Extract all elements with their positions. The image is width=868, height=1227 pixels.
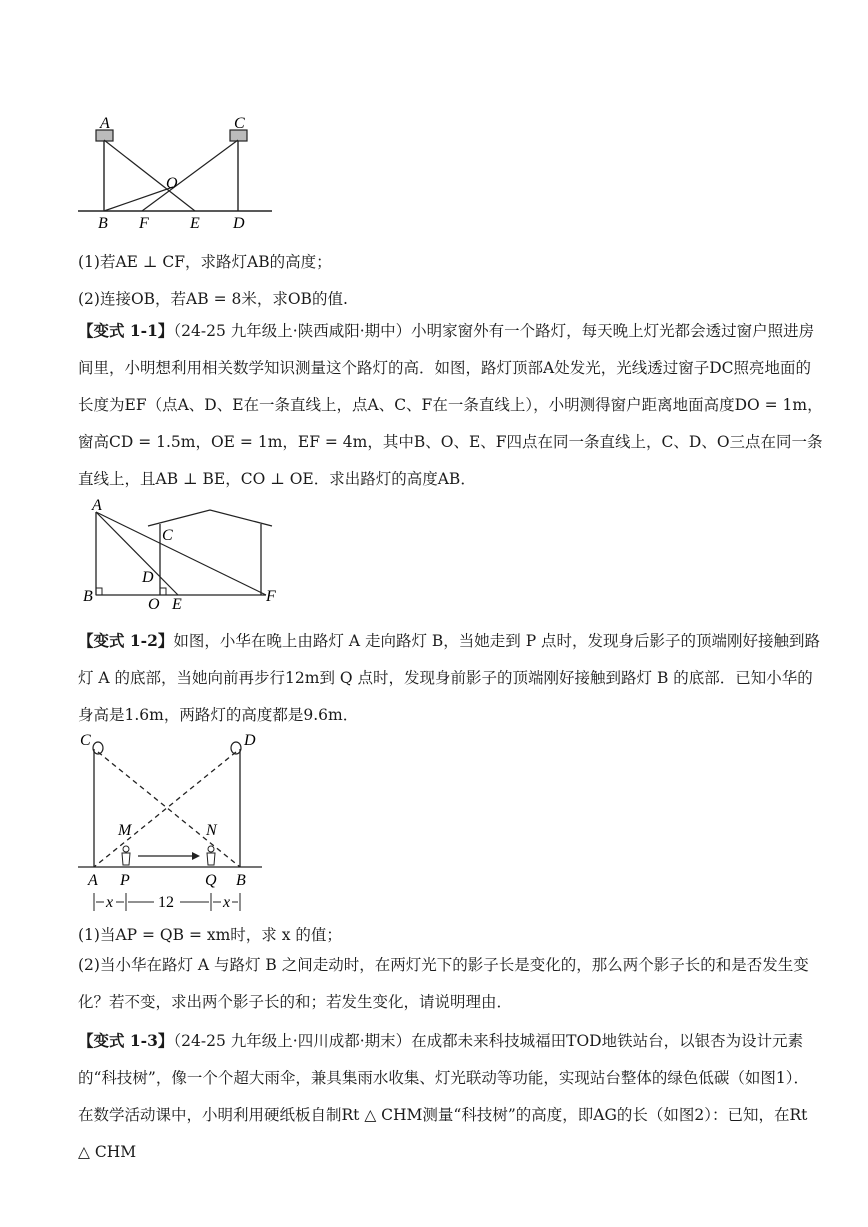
figure-lamp-window xyxy=(80,498,290,613)
label-B: B xyxy=(236,872,246,889)
variant-1-1 xyxy=(78,312,823,498)
label-D: D xyxy=(233,215,245,232)
label-P: P xyxy=(120,872,130,889)
label-F: F xyxy=(139,215,149,232)
label-Q: Q xyxy=(205,872,217,889)
label-A: A xyxy=(88,872,98,889)
question-3-part-1: (1)当AP = QB = xm时，求 x 的值； xyxy=(78,926,342,944)
variant-text: 小明家窗外有一个路灯，每天晚上灯光都会透过窗户照进房间里，小明想利用相关数学知识测量这个路灯的高．如图，路灯顶部A处发光，光线透过窗子DC照亮地面的长度为EF（点A、D、E在一条直线上，点A、C、F在一条直线上），小明测得窗户距离地面高度DO = 1m，窗高CD = 1.5m，OE = 1m，EF = 4m，其中B、O、E、F四点在同一条直线上，C、D、O三点在同一条直线上，且AB ⊥ BE，CO ⊥ OE．求出路灯的高度AB． xyxy=(78,322,823,488)
variant-1-3 xyxy=(78,1022,823,1171)
label-F: F xyxy=(266,588,276,605)
question-3-part-2: (2)当小华在路灯 A 与路灯 B 之间走动时，在两灯光下的影子长是变化的，那么两个影子长的和是否发生变化？若不变，求出两个影子长的和；若发生变化，请说明理由． xyxy=(78,956,809,1011)
variant-1-2 xyxy=(78,622,823,734)
label-E: E xyxy=(172,596,182,613)
label-A: A xyxy=(100,115,110,132)
label-C: C xyxy=(162,527,173,544)
variant-tag: 【变式 1-1】 xyxy=(78,321,174,340)
label-O: O xyxy=(166,175,178,192)
label-D: D xyxy=(244,732,256,749)
figure-two-lamps-person xyxy=(72,725,272,920)
variant-source: （24-25 九年级上·陕西咸阳·期中） xyxy=(173,322,412,340)
question-part-1: (1)若AE ⊥ CF，求路灯AB的高度； xyxy=(78,253,332,271)
label-B: B xyxy=(83,588,93,605)
label-B: B xyxy=(98,215,108,232)
label-E: E xyxy=(190,215,200,232)
label-C: C xyxy=(234,115,245,132)
label-C: C xyxy=(80,732,91,749)
figure-street-lamps-1 xyxy=(70,110,280,235)
dim-x-left: x xyxy=(106,894,114,911)
variant-source: （24-25 九年级上·四川成都·期末） xyxy=(173,1032,412,1050)
question-part-2: (2)连接OB，若AB = 8米，求OB的值. xyxy=(78,290,348,308)
variant-text: 如图，小华在晚上由路灯 A 走向路灯 B，当她走到 P 点时，发现身后影子的顶端刚好接触到路灯 A 的底部，当她向前再步行12m到 Q 点时，发现身前影子的顶端刚好接触到路灯 B 的底部．已知小华的身高是1.6m，两路灯的高度都是9.6m． xyxy=(78,632,821,724)
label-O: O xyxy=(148,596,160,613)
label-A: A xyxy=(92,498,102,514)
variant-tag: 【变式 1-2】 xyxy=(78,631,174,650)
dim-12: 12 xyxy=(158,894,174,911)
variant-tag: 【变式 1-3】 xyxy=(78,1031,174,1050)
variant-text: 在成都未来科技城福田TOD地铁站台，以银杏为设计元素的“科技树”，像一个个超大雨伞，兼具集雨水收集、灯光联动等功能，实现站台整体的绿色低碳（如图1）．在数学活动课中，小明利用硬纸板自制Rt △ CHM测量“科技树”的高度，即AG的长（如图2）：已知，在Rt △ CHM xyxy=(78,1032,809,1161)
dim-x-right: x xyxy=(223,894,231,911)
label-M: M xyxy=(118,822,132,839)
label-D: D xyxy=(142,569,154,586)
label-N: N xyxy=(206,822,217,839)
